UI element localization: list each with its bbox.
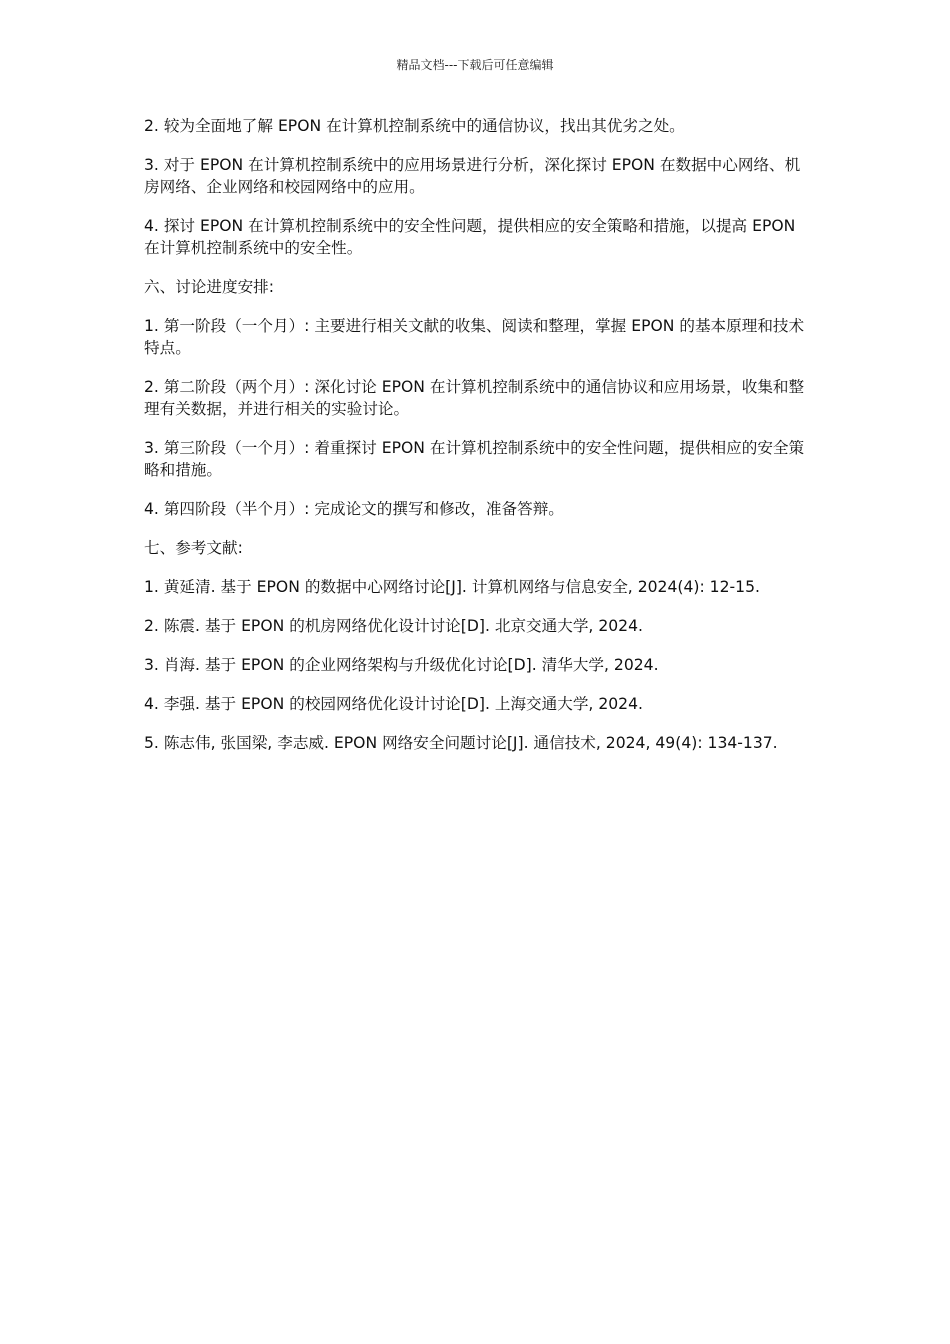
references-heading: 七、参考文献: [144,539,243,557]
goal-item: 4. 探讨 EPON 在计算机控制系统中的安全性问题，提供相应的安全策略和措施，以提高 EPON 在计算机控制系统中的安全性。 [144,217,796,257]
goal-item: 2. 较为全面地了解 EPON 在计算机控制系统中的通信协议，找出其优劣之处。 [144,117,685,135]
goal-item: 3. 对于 EPON 在计算机控制系统中的应用场景进行分析，深化探讨 EPON 在数据中心网络、机房网络、企业网络和校园网络中的应用。 [144,156,801,196]
schedule-heading: 六、讨论进度安排: [144,278,275,296]
schedule-item: 3. 第三阶段（一个月）: 着重探讨 EPON 在计算机控制系统中的安全性问题，提供相应的安全策略和措施。 [144,439,805,479]
reference-item: 4. 李强. 基于 EPON 的校园网络优化设计讨论[D]. 上海交通大学, 2024. [144,695,643,713]
schedule-item: 4. 第四阶段（半个月）: 完成论文的撰写和修改，准备答辩。 [144,500,564,518]
reference-item: 1. 黄延清. 基于 EPON 的数据中心网络讨论[J]. 计算机网络与信息安全, 2024(4): 12-15. [144,578,760,596]
reference-item: 2. 陈震. 基于 EPON 的机房网络优化设计讨论[D]. 北京交通大学, 2024. [144,617,643,635]
page-header: 精品文档---下载后可任意编辑 [396,58,554,72]
document-body [144,115,810,771]
reference-item: 5. 陈志伟, 张国梁, 李志威. EPON 网络安全问题讨论[J]. 通信技术, 2024, 49(4): 134-137. [144,734,778,752]
reference-item: 3. 肖海. 基于 EPON 的企业网络架构与升级优化讨论[D]. 清华大学, 2024. [144,656,659,674]
schedule-item: 2. 第二阶段（两个月）: 深化讨论 EPON 在计算机控制系统中的通信协议和应用场景，收集和整理有关数据，并进行相关的实验讨论。 [144,378,805,418]
schedule-item: 1. 第一阶段（一个月）: 主要进行相关文献的收集、阅读和整理，掌握 EPON 的基本原理和技术特点。 [144,317,805,357]
